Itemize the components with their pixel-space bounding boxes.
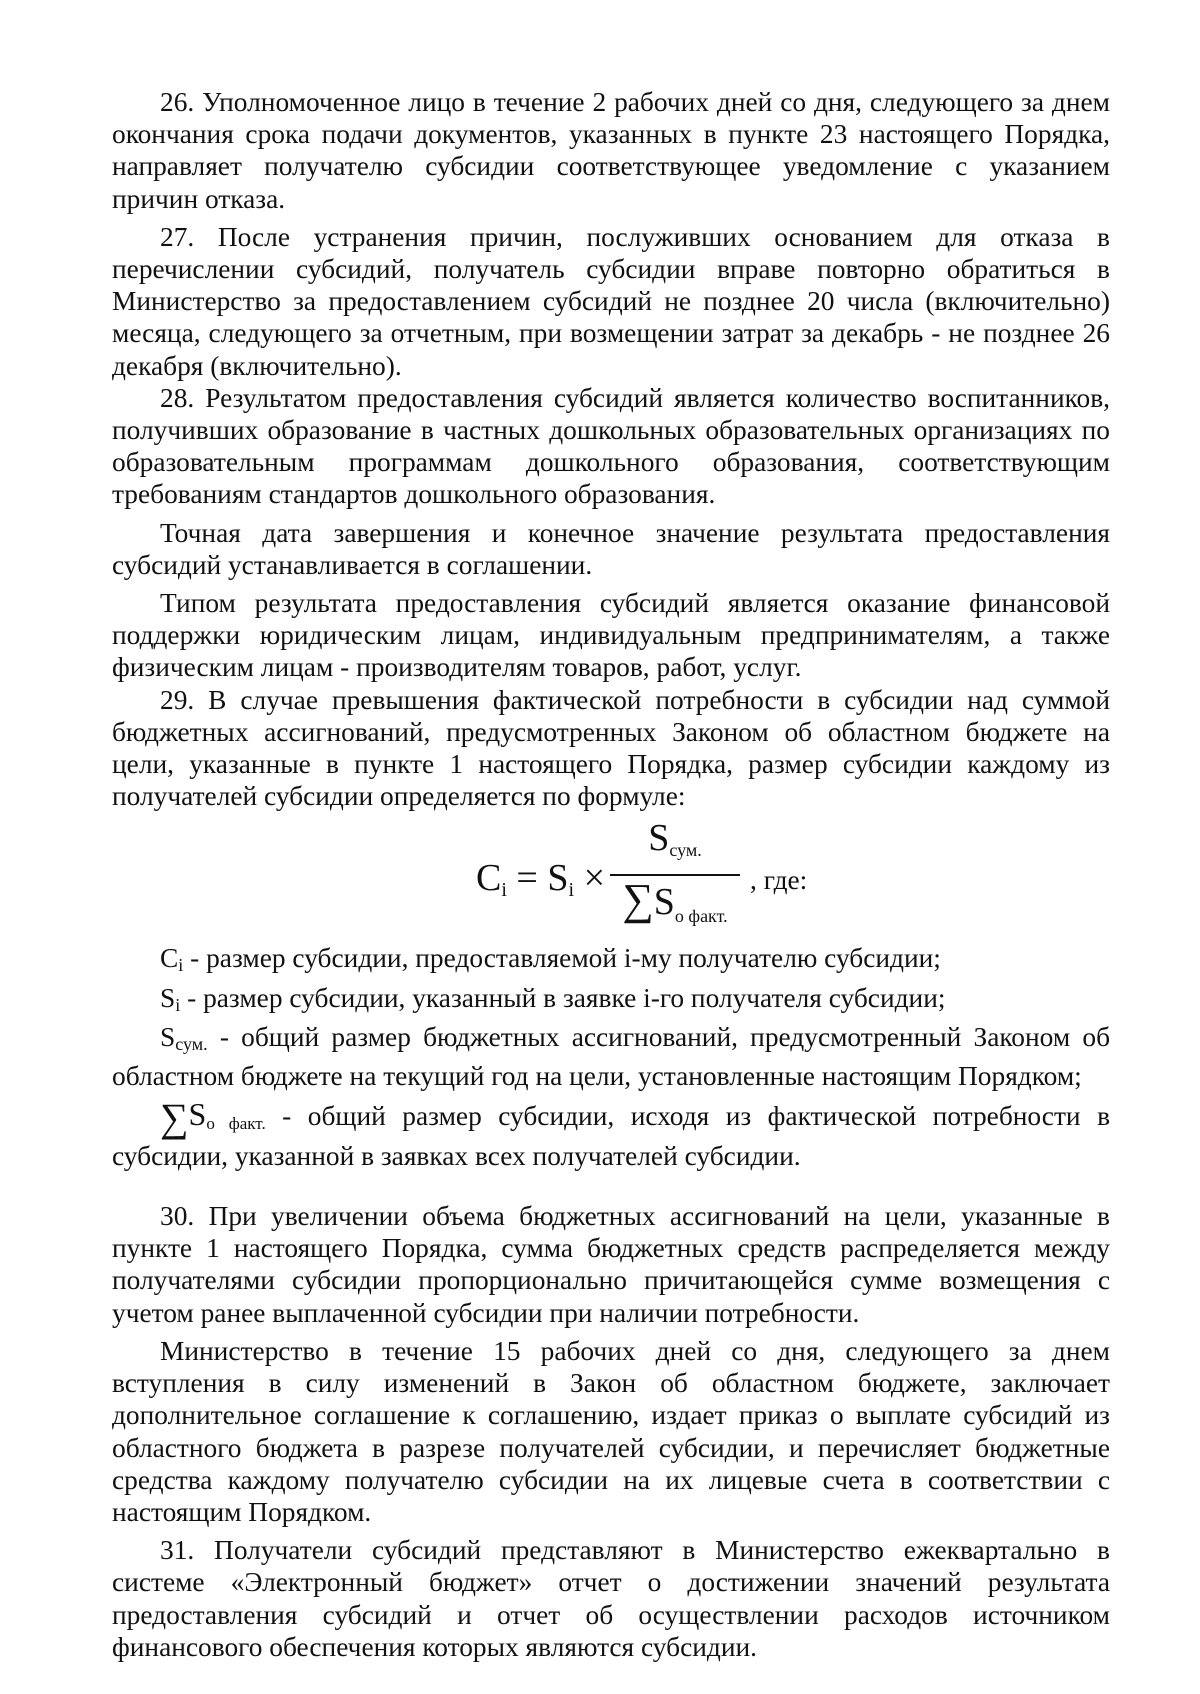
paragraph-29: 29. В случае превышения фактической потребности в субсидии над суммой бюджетных ассигнований, предусмотренных Законом об областном бюджете на цели, указанные в пункте 1 настоящего Порядка, размер субсидии каждому из получателей субсидии определяется по формуле: [112,684,1110,812]
def-sum-index: о факт. [206,1114,266,1134]
subsidy-formula [112,816,1110,942]
def-si-symbol: S [160,982,176,1013]
formula-den-s: S [653,881,675,924]
formula-numerator [610,818,740,870]
formula-num-sub: сум. [669,840,702,861]
def-ssum-symbol: S [160,1021,176,1052]
formula-c: C [476,857,502,900]
paragraph-26: 26. Уполномоченное лицо в течение 2 рабочих дней со дня, следующего за днем окончания срока подачи документов, указанных в пункте 23 настоящего Порядка, направляет получателю субсидии соответствующее уведомление с указанием причин отказа. [112,87,1110,214]
paragraph-28-date: Точная дата завершения и конечное значение результата предоставления субсидий устанавливается в соглашении. [112,517,1110,580]
paragraph-28-type: Типом результата предоставления субсидий является оказание финансовой поддержки юридическим лицам, индивидуальным предпринимателям, а также физическим лицам - производителям товаров, работ, услуг. [112,588,1110,683]
formula-where: , где: [750,865,808,896]
formula-fraction [610,818,740,938]
definition-sum [112,1095,1110,1172]
formula-equals: = [506,857,548,900]
formula-den-sub: о факт. [674,906,728,927]
definition-ssum [112,1021,1110,1092]
formula-denominator [610,875,740,938]
paragraph-30-ministry: Министерство в течение 15 рабочих дней со дня, следующего за днем вступления в силу изменений в Закон об областном бюджете, заключает дополнительное соглашение к соглашению, издает приказ о выплате субсидий из областного бюджета в разрезе получателей субсидии, и перечисляет бюджетные средства каждому получателю субсидии на их лицевые счета в соответствии с настоящим Порядком. [112,1335,1110,1527]
definition-si [112,982,1110,1021]
formula-s-index: i [568,879,575,902]
sigma-symbol: ∑ [622,875,654,925]
def-ci-symbol: C [160,943,179,974]
formula-left-side [476,858,605,910]
def-ci-index: i [178,955,184,976]
def-si-text: - размер субсидии, указанный в заявке i-го получателя субсидии; [180,982,946,1013]
formula-s: S [547,857,569,900]
document-page [112,86,1110,1663]
def-sum-text: - общий размер субсидии, исходя из фактической потребности в субсидии, указанной в заявках всех получателей субсидии. [112,1101,1110,1172]
def-ssum-index: сум. [175,1033,208,1054]
paragraph-28: 28. Результатом предоставления субсидий является количество воспитанников, получивших образование в частных дошкольных образовательных организациях по образовательным программам дошкольного образования, соответствующим требованиям стандартов дошкольного образования. [112,382,1110,510]
def-sum-symbol: S [188,1096,207,1133]
paragraph-27: 27. После устранения причин, послуживших основанием для отказа в перечислении субсидий, получатель субсидии вправе повторно обратиться в Министерство за предоставлением субсидий не позднее 20 числа (включительно) месяца, следующего за отчетным, при возмещении затрат за декабрь - не позднее 26 декабря (включительно). [112,221,1110,381]
formula-c-index: i [501,879,507,902]
formula-num-s: S [648,817,670,860]
def-ssum-text: - общий размер бюджетных ассигнований, предусмотренный Законом об областном бюджете на текущий год на цели, установленные настоящим Порядком; [112,1021,1110,1092]
def-si-index: i [175,994,181,1015]
definition-ci [112,942,1110,981]
paragraph-31: 31. Получатели субсидий представляют в Министерство ежеквартально в системе «Электронный бюджет» отчет о достижении значений результата предоставления субсидий и отчет об осуществлении расходов источником финансового обеспечения которых являются субсидии. [112,1535,1110,1662]
paragraph-30: 30. При увеличении объема бюджетных ассигнований на цели, указанные в пункте 1 настоящего Порядка, сумма бюджетных средств распределяется между получателями субсидии пропорционально причитающейся сумме возмещения с учетом ранее выплаченной субсидии при наличии потребности. [112,1201,1110,1328]
def-sum-sigma: ∑ [160,1095,189,1141]
def-ci-text: - размер субсидии, предоставляемой i-му получателю субсидии; [183,943,941,974]
formula-times: × [574,857,605,900]
